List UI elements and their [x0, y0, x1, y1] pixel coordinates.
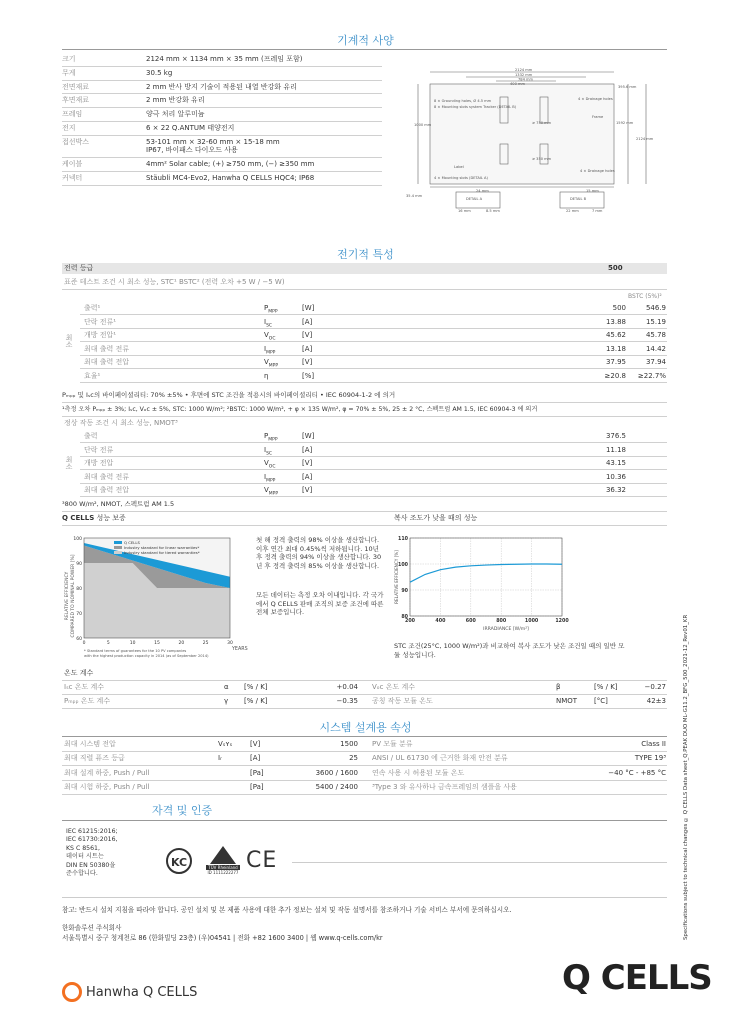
- param-unit: [W]: [302, 304, 315, 312]
- svg-text:4 × Drainage holes: 4 × Drainage holes: [578, 97, 613, 101]
- legend-swatch: [114, 551, 122, 554]
- svg-text:Frame: Frame: [592, 115, 604, 119]
- param-symbol: [264, 372, 268, 384]
- cert-line: DIN EN 50380을: [66, 861, 116, 869]
- sys-unit: [V]: [250, 740, 261, 748]
- param-value-bstc: 546.9: [645, 304, 666, 312]
- x-tick-label: 5: [106, 641, 110, 646]
- divider: [62, 511, 667, 512]
- mech-row: [62, 81, 382, 95]
- svg-text:7 mm: 7 mm: [592, 209, 603, 213]
- param-symbol-main: I: [264, 344, 267, 353]
- param-value: ≥20.8: [604, 372, 626, 380]
- param-value-bstc: 45.78: [645, 331, 666, 340]
- divider: [62, 680, 667, 681]
- y-tick-label: 60: [76, 637, 82, 642]
- mech-row: [62, 67, 382, 81]
- param-symbol: [264, 459, 275, 471]
- param-symbol-sub: MPP: [268, 437, 278, 443]
- param-unit: [A]: [302, 317, 313, 326]
- mech-row: [62, 53, 382, 67]
- sys-value-2: Class II: [641, 740, 666, 748]
- x-tick-label: 15: [154, 641, 160, 646]
- svg-text:2124 mm: 2124 mm: [636, 137, 654, 141]
- svg-text:4 × Mounting slots (DETAIL A): 4 × Mounting slots (DETAIL A): [434, 176, 488, 180]
- x-tick-label: 600: [465, 619, 476, 624]
- temp-value: −0.35: [336, 697, 358, 705]
- param-unit: [V]: [302, 358, 313, 367]
- qcells-logo: [562, 958, 712, 998]
- divider: [80, 328, 667, 329]
- svg-text:≥ 750 mm: ≥ 750 mm: [532, 121, 552, 125]
- param-label: 단락 전류¹: [84, 317, 117, 326]
- param-symbol: [264, 432, 278, 444]
- divider: [62, 765, 667, 766]
- temp-symbol-2: β: [556, 683, 561, 691]
- svg-text:Label: Label: [454, 165, 464, 169]
- param-value-bstc: 14.42: [645, 344, 666, 353]
- param-label: 개방 전압¹: [84, 331, 117, 340]
- lowlight-text: STC 조건(25°C, 1000 W/m²)과 비교하여 복사 조도가 낮은 조건일 때의 일반 모듈 성능입니다.: [394, 642, 625, 659]
- divider: [80, 368, 667, 369]
- x-axis-label: IRRADIANCE [W/m²]: [483, 627, 529, 632]
- side-label-min-2: 최소: [65, 456, 73, 470]
- x-tick-label: 1200: [555, 619, 569, 624]
- warranty-text-2: 모든 데이터는 측정 오차 이내입니다. 각 국가에서 Q CELLS 판매 조직의 보증 조건에 따른 전체 보증입니다.: [256, 591, 384, 616]
- temp-unit: [% / K]: [244, 697, 268, 705]
- temp-value-2: 42±3: [646, 697, 666, 705]
- param-symbol-main: P: [264, 432, 269, 440]
- param-symbol-main: P: [264, 304, 269, 312]
- y-tick-label: 80: [76, 587, 82, 592]
- x-tick-label: 20: [178, 641, 185, 646]
- param-label: 개방 전압: [84, 459, 114, 468]
- kc-mark: KC: [170, 856, 188, 869]
- param-symbol: [264, 486, 278, 498]
- divider: [62, 525, 667, 526]
- svg-text:22 mm: 22 mm: [566, 209, 579, 213]
- divider: [80, 469, 667, 470]
- param-symbol-sub: OC: [268, 336, 276, 342]
- svg-text:≥ 350 mm: ≥ 350 mm: [532, 157, 552, 161]
- temp-label: Iₛc 온도 계수: [64, 683, 105, 691]
- mech-value: 53-101 mm × 32-60 mm × 15-18 mm IP67, 바이패스 다이오드 사용: [146, 137, 280, 155]
- divider: [62, 708, 667, 709]
- hanwha-logo: [62, 982, 197, 1002]
- svg-text:8 × Grounding holes, Ø 4.5 mm: 8 × Grounding holes, Ø 4.5 mm: [434, 99, 492, 103]
- sys-symbol: Vₛʏₛ: [218, 740, 233, 748]
- y-tick-label: 70: [76, 612, 82, 617]
- lowlight-title: 복사 조도가 낮을 때의 성능: [394, 514, 478, 522]
- svg-text:4 × Drainage holes: 4 × Drainage holes: [580, 169, 615, 173]
- warranty-title: Q CELLS 성능 보증: [62, 514, 126, 522]
- param-value: 10.36: [605, 472, 626, 481]
- sys-value: 1500: [340, 740, 358, 748]
- cert-line: 준수합니다.: [66, 870, 98, 878]
- divider: [62, 820, 667, 821]
- param-value: 45.62: [605, 331, 626, 340]
- svg-text:DETAIL B: DETAIL B: [570, 197, 587, 201]
- svg-text:395.6 mm: 395.6 mm: [618, 85, 637, 89]
- temp-symbol: α: [224, 683, 229, 691]
- temp-unit: [% / K]: [244, 683, 268, 691]
- elec-title: 전기적 특성: [337, 248, 394, 261]
- mech-value: 30.5 kg: [146, 68, 173, 77]
- y-tick-label: 100: [73, 537, 82, 542]
- param-value: 37.95: [605, 358, 626, 367]
- mech-row: [62, 108, 382, 122]
- sys-value-2: −40 °C - +85 °C: [608, 768, 666, 777]
- legend-swatch: [114, 541, 122, 544]
- divider: [80, 456, 667, 457]
- param-label: 효율¹: [84, 372, 101, 380]
- sys-label: 최대 시스템 전압: [64, 740, 116, 748]
- sys-unit: [Pa]: [250, 782, 264, 791]
- warranty-chart: [62, 530, 252, 662]
- param-symbol: [264, 318, 272, 330]
- divider: [62, 289, 667, 290]
- svg-text:784 mm: 784 mm: [518, 77, 534, 82]
- nmot-note: ³800 W/m², NMOT, 스펙트럼 AM 1.5: [62, 500, 175, 508]
- mech-row: [62, 122, 382, 136]
- divider: [62, 736, 667, 737]
- param-symbol-main: V: [264, 486, 269, 495]
- sys-value: 5400 / 2400: [315, 782, 358, 791]
- param-symbol: [264, 358, 278, 370]
- x-tick-label: 25: [202, 641, 209, 646]
- mech-title: 기계적 사양: [337, 34, 394, 47]
- legend-swatch: [114, 546, 122, 549]
- module-drawing: [400, 62, 668, 220]
- legend-label: Q CELLS: [124, 540, 140, 545]
- mech-value: 6 × 22 Q.ANTUM 태양전지: [146, 123, 235, 132]
- param-symbol-sub: MPP: [268, 491, 279, 497]
- param-value-bstc: ≥22.7%: [637, 372, 666, 380]
- param-symbol: [264, 446, 272, 458]
- divider: [80, 382, 667, 383]
- ce-logo: CE: [246, 848, 278, 873]
- param-unit: [V]: [302, 459, 313, 468]
- sys-label: 최대 설계 하중, Push / Pull: [64, 768, 150, 777]
- temp-symbol-2: NMOT: [556, 697, 578, 705]
- y-tick-label: 80: [401, 614, 408, 620]
- warranty-text-1: 첫 해 정격 출력의 98% 이상을 생산합니다. 이후 연간 최대 0.45%씩 저하됩니다. 10년 후 정격 출력의 94% 이상을 생산합니다. 30년 후 정격 출력의 85% 이상을 생산합니다.: [256, 536, 382, 570]
- param-symbol-sub: MPP: [266, 478, 276, 484]
- kc-logo: [166, 848, 192, 874]
- mech-value: 4mm² Solar cable; (+) ≥750 mm, (−) ≥350 mm: [146, 160, 315, 168]
- legend-label: Industry standard for tiered warranties*: [124, 550, 200, 555]
- sys-unit: [Pa]: [250, 768, 264, 777]
- bifaciality-note: Pₘₚₚ 및 Iₛc의 바이페이셜리티: 70% ±5% • 후면에 STC 조건을 적용시의 바이페이셜리티 • IEC 60904-1-2 에 의거: [62, 391, 396, 399]
- cert-title: 자격 및 인증: [152, 804, 213, 817]
- param-symbol-sub: MPP: [266, 350, 276, 356]
- hanwha-mark-icon: [62, 982, 82, 1002]
- mech-value: 2124 mm × 1134 mm × 35 mm (프레임 포함): [146, 55, 303, 63]
- x-tick-label: 400: [435, 619, 446, 624]
- param-symbol-main: V: [264, 459, 269, 468]
- temp-unit-2: [% / K]: [594, 683, 618, 691]
- param-value: 13.18: [605, 344, 626, 353]
- param-label: 단락 전류: [84, 445, 114, 454]
- sys-value-2: TYPE 19³: [634, 754, 666, 763]
- param-symbol: [264, 345, 275, 357]
- param-label: 최대 출력 전압: [84, 358, 130, 367]
- company-address: 서울특별시 중구 청계천로 86 (한화빌딩 23층) (우)04541 | 전화 +82 1600 3400 | 웹 www.q-cells.com/kr: [62, 934, 383, 942]
- param-symbol: [264, 473, 275, 485]
- bstc-header: BSTC (5%)²: [628, 293, 662, 300]
- mech-row: [62, 172, 382, 186]
- system-title: 시스템 설계용 속성: [319, 721, 412, 734]
- plot-frame: [410, 538, 562, 616]
- mech-spec-table: [62, 53, 382, 186]
- vertical-spec-note: Specifications subject to technical changes © Q CELLS Data sheet_Q.PEAK DUO ML-G11.2_BFG_500_2021-12_Rev01_KR: [683, 614, 689, 940]
- y-tick-label: 90: [401, 588, 408, 594]
- cert-line: IEC 61215:2016;: [66, 828, 118, 835]
- divider: [62, 402, 667, 403]
- param-unit: [%]: [302, 372, 315, 380]
- mech-value: 2 mm 반강화 유리: [146, 96, 205, 105]
- tuv-logo: [206, 846, 240, 878]
- x-tick-label: 200: [404, 619, 416, 624]
- temp-label: Pₘₚₚ 온도 계수: [64, 697, 111, 705]
- divider: [62, 751, 667, 752]
- y-axis-label-2: COMPARED TO NOMINAL POWER [%]: [71, 554, 76, 638]
- mech-key: 후면재료: [62, 96, 90, 105]
- mech-key: 커넥터: [62, 173, 83, 182]
- param-value: 13.88: [605, 317, 626, 326]
- divider: [62, 897, 667, 898]
- cert-text: [66, 828, 118, 878]
- cert-line: 데이터 시트는: [66, 853, 104, 861]
- param-value-bstc: 15.19: [645, 317, 666, 326]
- temp-value-2: −0.27: [644, 683, 666, 691]
- sys-label-2: PV 모듈 분류: [372, 740, 413, 748]
- footer-note: 참고: 반드시 설치 지침을 따라야 합니다. 공인 설치 및 본 제품 사용에 대한 추가 정보는 설치 및 작동 설명서를 참조하거나 기술 서비스 부서에 문의하십시오.: [62, 906, 512, 914]
- warranty-footnote: * Standard terms of guarantees for the 10 PV companies: [84, 649, 187, 653]
- sys-symbol: Iᵣ: [218, 754, 222, 763]
- svg-text:24 mm: 24 mm: [476, 189, 489, 193]
- param-symbol-main: V: [264, 331, 269, 340]
- tuv-id: ID 1111222277: [207, 870, 239, 875]
- mech-row: [62, 158, 382, 172]
- company-name: 한화솔루션 주식회사: [62, 924, 122, 932]
- divider: [62, 49, 667, 50]
- measurement-note: ¹측정 오차 Pₘₚₚ ± 3%; Iₛc, Vₒc ± 5%, STC: 1000 W/m²; ²BSTC: 1000 W/m², + φ × 135 W/m², φ = 70% ± 5%, 25 ± 2 °C, 스펙트럼 AM 1.5, IEC 60904-3 에 의거: [62, 406, 538, 413]
- param-symbol-sub: MPP: [268, 309, 278, 315]
- divider: [62, 780, 667, 781]
- lowlight-chart: [394, 532, 594, 638]
- y-tick-label: 90: [76, 562, 82, 567]
- svg-text:35.4 mm: 35.4 mm: [406, 194, 423, 198]
- divider: [80, 483, 667, 484]
- nmot-title: 정상 작동 조건 시 최소 성능, NMOT³: [64, 419, 178, 427]
- mech-key: 전지: [62, 123, 76, 132]
- y-tick-label: 110: [397, 536, 408, 542]
- side-label-min: 최소: [65, 334, 73, 348]
- param-label: 최대 출력 전압: [84, 486, 130, 495]
- sys-label: 최대 직렬 퓨즈 등급: [64, 754, 125, 763]
- power-grade-row: [62, 263, 667, 274]
- mech-key: 프레임: [62, 110, 83, 118]
- param-label: 출력: [84, 432, 98, 440]
- x-tick-label: 800: [496, 619, 507, 624]
- divider: [62, 416, 667, 417]
- efficiency-line: [410, 564, 562, 582]
- temp-label-2: Vₒc 온도 계수: [372, 683, 416, 691]
- y-axis-label-1: RELATIVE EFFICIENCY: [65, 571, 70, 621]
- mech-key: 케이블: [62, 160, 83, 168]
- svg-text:15 mm: 15 mm: [586, 189, 599, 193]
- param-symbol-main: η: [264, 372, 269, 380]
- sys-label: 최대 시험 하중, Push / Pull: [64, 782, 150, 791]
- mech-key: 무게: [62, 68, 76, 77]
- mech-key: 전면재료: [62, 82, 90, 91]
- divider: [80, 442, 667, 443]
- qcells-logo-text: Q CELLS: [562, 958, 712, 998]
- sys-value: 25: [349, 754, 358, 763]
- svg-text:400 mm: 400 mm: [510, 82, 526, 86]
- param-unit: [A]: [302, 344, 313, 353]
- stc-title: 표준 테스트 조건 시 최소 성능, STC¹ BSTC² (전력 오차 +5 W / −5 W): [64, 278, 285, 286]
- sys-label-2: ANSI / UL 61730 에 근거한 화재 안전 분류: [372, 754, 508, 763]
- temp-title: 온도 계수: [64, 669, 94, 677]
- x-tick-label: 1000: [524, 619, 539, 624]
- param-symbol-sub: MPP: [268, 363, 279, 369]
- param-label: 최대 출력 전류: [84, 344, 130, 353]
- mech-value: 양극 처리 알루미늄: [146, 110, 205, 118]
- mech-row: [62, 136, 382, 159]
- param-label: 출력¹: [84, 304, 101, 312]
- temp-label-2: 공칭 작동 모듈 온도: [372, 697, 433, 705]
- param-symbol-sub: SC: [266, 450, 273, 456]
- temp-symbol: γ: [224, 697, 229, 705]
- svg-text:1592 mm: 1592 mm: [616, 121, 634, 125]
- mech-key: 크기: [62, 55, 76, 63]
- param-value: 43.15: [605, 459, 626, 468]
- param-symbol-main: V: [264, 358, 269, 367]
- temp-value: +0.04: [336, 683, 358, 691]
- svg-text:1000 mm: 1000 mm: [414, 123, 432, 127]
- divider: [80, 355, 667, 356]
- y-axis-label: RELATIVE EFFICIENCY [%]: [394, 550, 399, 604]
- dim-length: 2124 mm: [515, 68, 533, 72]
- y-tick-label: 100: [397, 562, 408, 568]
- mech-row: [62, 94, 382, 108]
- sys-label-2: 연속 사용 시 허용된 모듈 온도: [372, 768, 465, 777]
- divider: [62, 694, 667, 695]
- svg-text:DETAIL A: DETAIL A: [466, 197, 483, 201]
- svg-text:8 × Mounting slots system Trac: 8 × Mounting slots system Tracker (DETAIL B): [434, 105, 517, 109]
- mech-value: Stäubli MC4-Evo2, Hanwha Q CELLS HQC4; IP68: [146, 173, 315, 182]
- param-symbol-main: I: [264, 472, 267, 481]
- x-axis-label: YEARS: [232, 647, 248, 652]
- param-value: 36.32: [605, 486, 626, 495]
- mech-value: 2 mm 반사 방지 기술이 적용된 내열 반강화 유리: [146, 82, 297, 91]
- param-unit: [A]: [302, 472, 313, 481]
- x-tick-label: 10: [129, 641, 136, 646]
- param-value-bstc: 37.94: [645, 358, 666, 367]
- svg-text:8.5 mm: 8.5 mm: [486, 209, 500, 213]
- param-symbol: [264, 331, 275, 343]
- param-value: 11.18: [605, 445, 626, 454]
- tuv-text: TÜV Rheinland: [206, 865, 240, 870]
- temp-unit-2: [°C]: [594, 697, 608, 705]
- param-unit: [A]: [302, 445, 313, 454]
- svg-text:1332 mm: 1332 mm: [515, 73, 533, 77]
- x-tick-label: 0: [82, 641, 86, 646]
- param-value: 500: [612, 304, 626, 312]
- power-grade-label: 전력 등급: [64, 264, 94, 272]
- param-symbol-sub: SC: [266, 322, 273, 328]
- cert-line: KS C 8561,: [66, 844, 100, 852]
- cert-line: IEC 61730:2016,: [66, 836, 118, 844]
- divider: [80, 341, 667, 342]
- param-symbol-sub: OC: [268, 464, 276, 470]
- mech-key: 접선박스: [62, 137, 90, 146]
- warranty-footnote: with the highest production capacity in 2014 (as of September 2014): [84, 654, 209, 658]
- power-grade-value: 500: [608, 264, 623, 272]
- param-value: 376.5: [605, 432, 626, 440]
- param-symbol-main: I: [264, 317, 267, 326]
- legend-label: Industry standard for linear warranties*: [124, 545, 200, 550]
- param-symbol-main: I: [264, 445, 267, 454]
- sys-label-2: ³Type 3 와 유사하나 금속프레임의 샘플을 사용: [372, 782, 517, 791]
- x-tick-label: 30: [227, 641, 233, 646]
- param-unit: [W]: [302, 432, 315, 440]
- hanwha-brand-text: Hanwha Q CELLS: [86, 984, 198, 1000]
- param-unit: [V]: [302, 486, 313, 495]
- param-unit: [V]: [302, 331, 313, 340]
- divider: [292, 862, 667, 863]
- divider: [80, 496, 667, 497]
- param-label: 최대 출력 전류: [84, 472, 130, 481]
- param-symbol: [264, 304, 278, 316]
- sys-unit: [A]: [250, 754, 261, 763]
- sys-value: 3600 / 1600: [315, 768, 358, 777]
- divider: [62, 794, 667, 795]
- divider: [80, 314, 667, 315]
- svg-text:16 mm: 16 mm: [458, 209, 471, 213]
